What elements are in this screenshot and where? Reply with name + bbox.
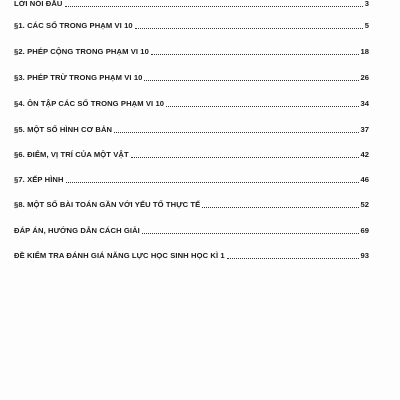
toc-entry-title: §1. CÁC SỐ TRONG PHẠM VI 10 (14, 21, 133, 30)
toc-entry-title: §4. ÔN TẬP CÁC SỐ TRONG PHẠM VI 10 (14, 99, 165, 108)
toc-entry-section-1 (14, 17, 369, 31)
toc-entry-title: §2. PHÉP CỘNG TRONG PHẠM VI 10 (14, 47, 149, 56)
toc-dot-leader (151, 53, 359, 55)
toc-entry-page: 46 (360, 175, 369, 184)
toc-entry-preface (14, 0, 369, 9)
toc-entry-page: 93 (360, 251, 369, 260)
toc-dot-leader (166, 105, 358, 107)
toc-dot-leader (227, 257, 359, 259)
toc-entry-section-6 (14, 146, 369, 160)
toc-entry-answers (14, 222, 369, 236)
toc-entry-title: §6. ĐIỂM, VỊ TRÍ CỦA MỘT VẬT (14, 150, 129, 159)
toc-dot-leader (131, 156, 359, 158)
toc-entry-title: §7. XẾP HÌNH (14, 175, 64, 184)
toc-entry-section-8 (14, 196, 369, 210)
toc-entry-page: 52 (360, 200, 369, 209)
toc-entry-section-2 (14, 43, 369, 57)
toc-dot-leader (144, 79, 358, 81)
toc-entry-page: 34 (360, 99, 369, 108)
toc-entry-exam (14, 247, 369, 261)
toc-dot-leader (66, 181, 359, 183)
toc-dot-leader (114, 131, 358, 133)
toc-entry-title: ĐỀ KIỂM TRA ĐÁNH GIÁ NĂNG LỰC HỌC SINH HỌC KÌ 1 (14, 251, 225, 260)
toc-dot-leader (65, 5, 363, 7)
toc-entry-section-4 (14, 95, 369, 109)
toc-dot-leader (142, 232, 359, 234)
toc-entry-page: 37 (360, 125, 369, 134)
toc-entry-section-3 (14, 69, 369, 83)
toc-entry-page: 42 (360, 150, 369, 159)
toc-entry-page: 69 (360, 226, 369, 235)
toc-entry-page: 18 (360, 47, 369, 56)
toc-dot-leader (135, 27, 363, 29)
toc-entry-page: 3 (364, 0, 369, 8)
toc-dot-leader (202, 206, 358, 208)
toc-entry-title: §5. MỘT SỐ HÌNH CƠ BẢN (14, 125, 113, 134)
toc-entry-section-7 (14, 171, 369, 185)
toc-entry-section-5 (14, 121, 369, 135)
toc-entry-page: 26 (360, 73, 369, 82)
toc-entry-page: 5 (364, 21, 369, 30)
toc-entry-title: §8. MỘT SỐ BÀI TOÁN GẦN VỚI YẾU TỐ THỰC TẾ (14, 200, 201, 209)
toc-entry-title: LỜI NÓI ĐẦU (14, 0, 63, 8)
toc-entry-title: §3. PHÉP TRỪ TRONG PHẠM VI 10 (14, 73, 143, 82)
toc-entry-title: ĐÁP ÁN, HƯỚNG DẪN CÁCH GIẢI (14, 226, 140, 235)
